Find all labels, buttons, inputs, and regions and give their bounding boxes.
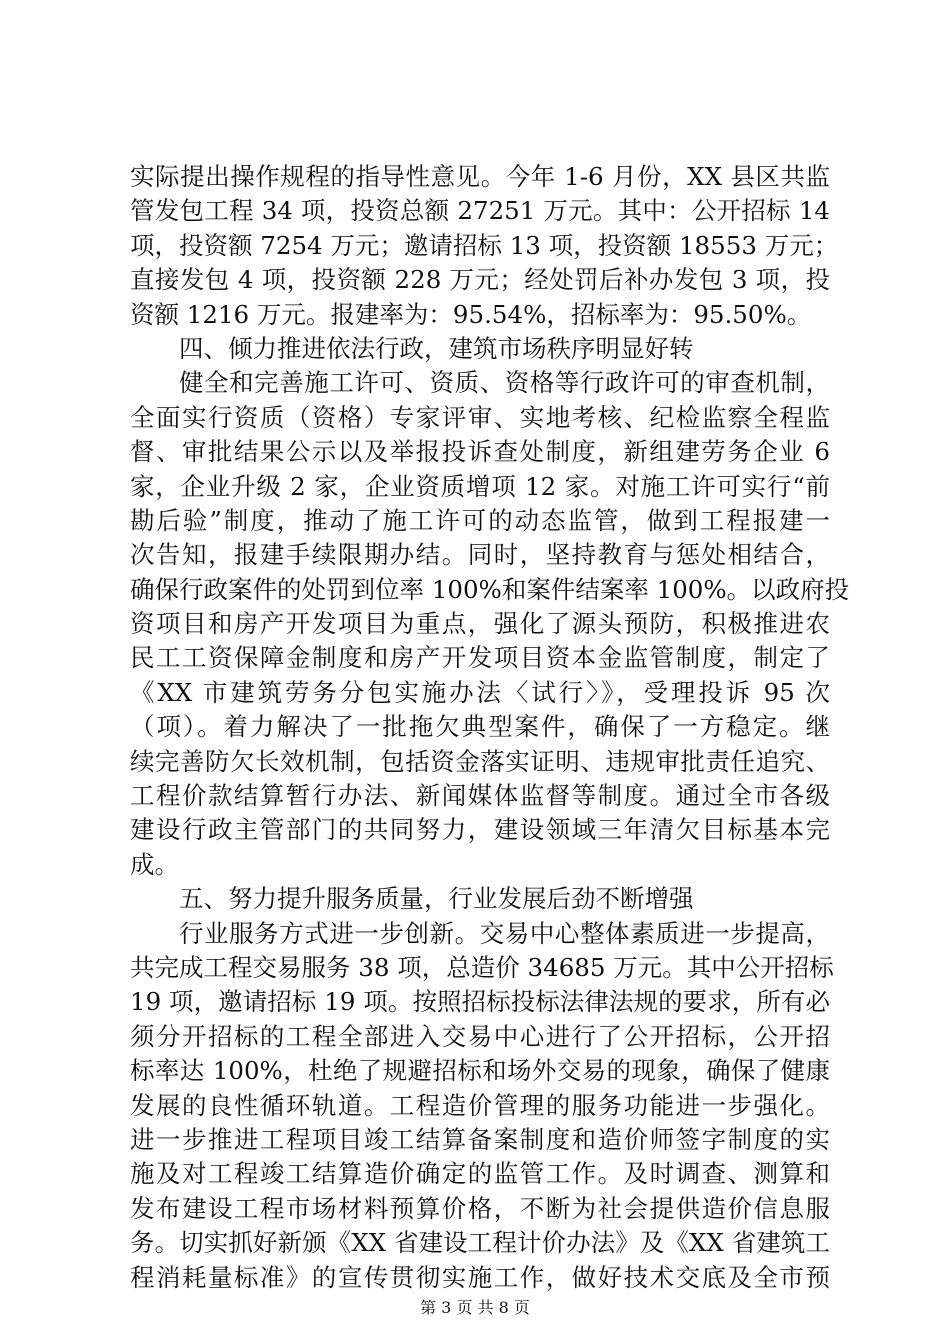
text-line: 直接发包 4 项，投资额 228 万元；经处罚后补办发包 3 项，投 <box>130 265 830 295</box>
text-line: 资项目和房产开发项目为重点，强化了源头预防，积极推进农 <box>130 609 830 639</box>
text-line: 续完善防欠长效机制，包括资金落实证明、违规审批责任追究、 <box>130 746 830 776</box>
text-line: 确保行政案件的处罚到位率 100%和案件结案率 100%。以政府投 <box>130 574 850 604</box>
text-line: 须分开招标的工程全部进入交易中心进行了公开招标，公开招 <box>130 1021 830 1051</box>
text-line: 发展的良性循环轨道。工程造价管理的服务功能进一步强化。 <box>130 1090 830 1120</box>
text-line: 共完成工程交易服务 38 项，总造价 34685 万元。其中公开招标 <box>130 952 834 982</box>
text-line: 资额 1216 万元。报建率为：95.54%，招标率为：95.50%。 <box>130 299 812 329</box>
page-number-footer: 第 3 页 共 8 页 <box>420 1298 530 1317</box>
text-line: 工程价款结算暂行办法、新闻媒体监督等制度。通过全市各级 <box>130 781 830 811</box>
text-line: 务。切实抓好新颁《XX 省建设工程计价办法》及《XX 省建筑工 <box>130 1228 830 1258</box>
text-line: 进一步推进工程项目竣工结算备案制度和造价师签字制度的实 <box>130 1124 830 1154</box>
text-line: 全面实行资质（资格）专家评审、实地考核、纪检监察全程监 <box>130 402 830 432</box>
text-line: 19 项，邀请招标 19 项。按照招标投标法律法规的要求，所有必 <box>130 987 830 1017</box>
text-line: 建设行政主管部门的共同努力，建设领域三年清欠目标基本完 <box>130 815 830 845</box>
paragraph-first-line: 行业服务方式进一步创新。交易中心整体素质进一步提高， <box>179 918 830 948</box>
text-line: 项，投资额 7254 万元；邀请招标 13 项，投资额 18553 万元； <box>130 230 839 260</box>
paragraph-first-line: 健全和完善施工许可、资质、资格等行政许可的审查机制， <box>179 368 830 398</box>
text-line: 程消耗量标准》的宣传贯彻实施工作，做好技术交底及全市预 <box>130 1262 830 1292</box>
text-line: 标率达 100%，杜绝了规避招标和场外交易的现象，确保了健康 <box>130 1056 830 1086</box>
text-line: 管发包工程 34 项，投资总额 27251 万元。其中：公开招标 14 <box>130 196 830 226</box>
text-line: 勘后验”制度，推动了施工许可的动态监管，做到工程报建一 <box>130 505 830 535</box>
text-line: （项）。着力解决了一批拖欠典型案件，确保了一方稳定。继 <box>130 712 830 742</box>
text-line: 家，企业升级 2 家，企业资质增项 12 家。对施工许可实行“前 <box>130 471 830 501</box>
text-line: 实际提出操作规程的指导性意见。今年 1-6 月份，XX 县区共监 <box>130 162 830 191</box>
text-line: 发布建设工程市场材料预算价格，不断为社会提供造价信息服 <box>130 1193 830 1223</box>
section-heading: 四、倾力推进依法行政，建筑市场秩序明显好转 <box>179 333 694 363</box>
text-line: 《XX 市建筑劳务分包实施办法〈试行〉》，受理投诉 95 次 <box>130 677 830 707</box>
text-line: 督、审批结果公示以及举报投诉查处制度，新组建劳务企业 6 <box>130 437 830 467</box>
text-line: 民工工资保障金制度和房产开发项目资本金监管制度，制定了 <box>130 643 830 673</box>
text-line: 次告知，报建手续限期办结。同时，坚持教育与惩处相结合， <box>130 540 830 570</box>
section-heading: 五、努力提升服务质量，行业发展后劲不断增强 <box>179 884 694 914</box>
document-body <box>130 160 850 1295</box>
text-line: 施及对工程竣工结算造价确定的监管工作。及时调查、测算和 <box>130 1159 830 1189</box>
text-line: 成。 <box>130 849 179 879</box>
